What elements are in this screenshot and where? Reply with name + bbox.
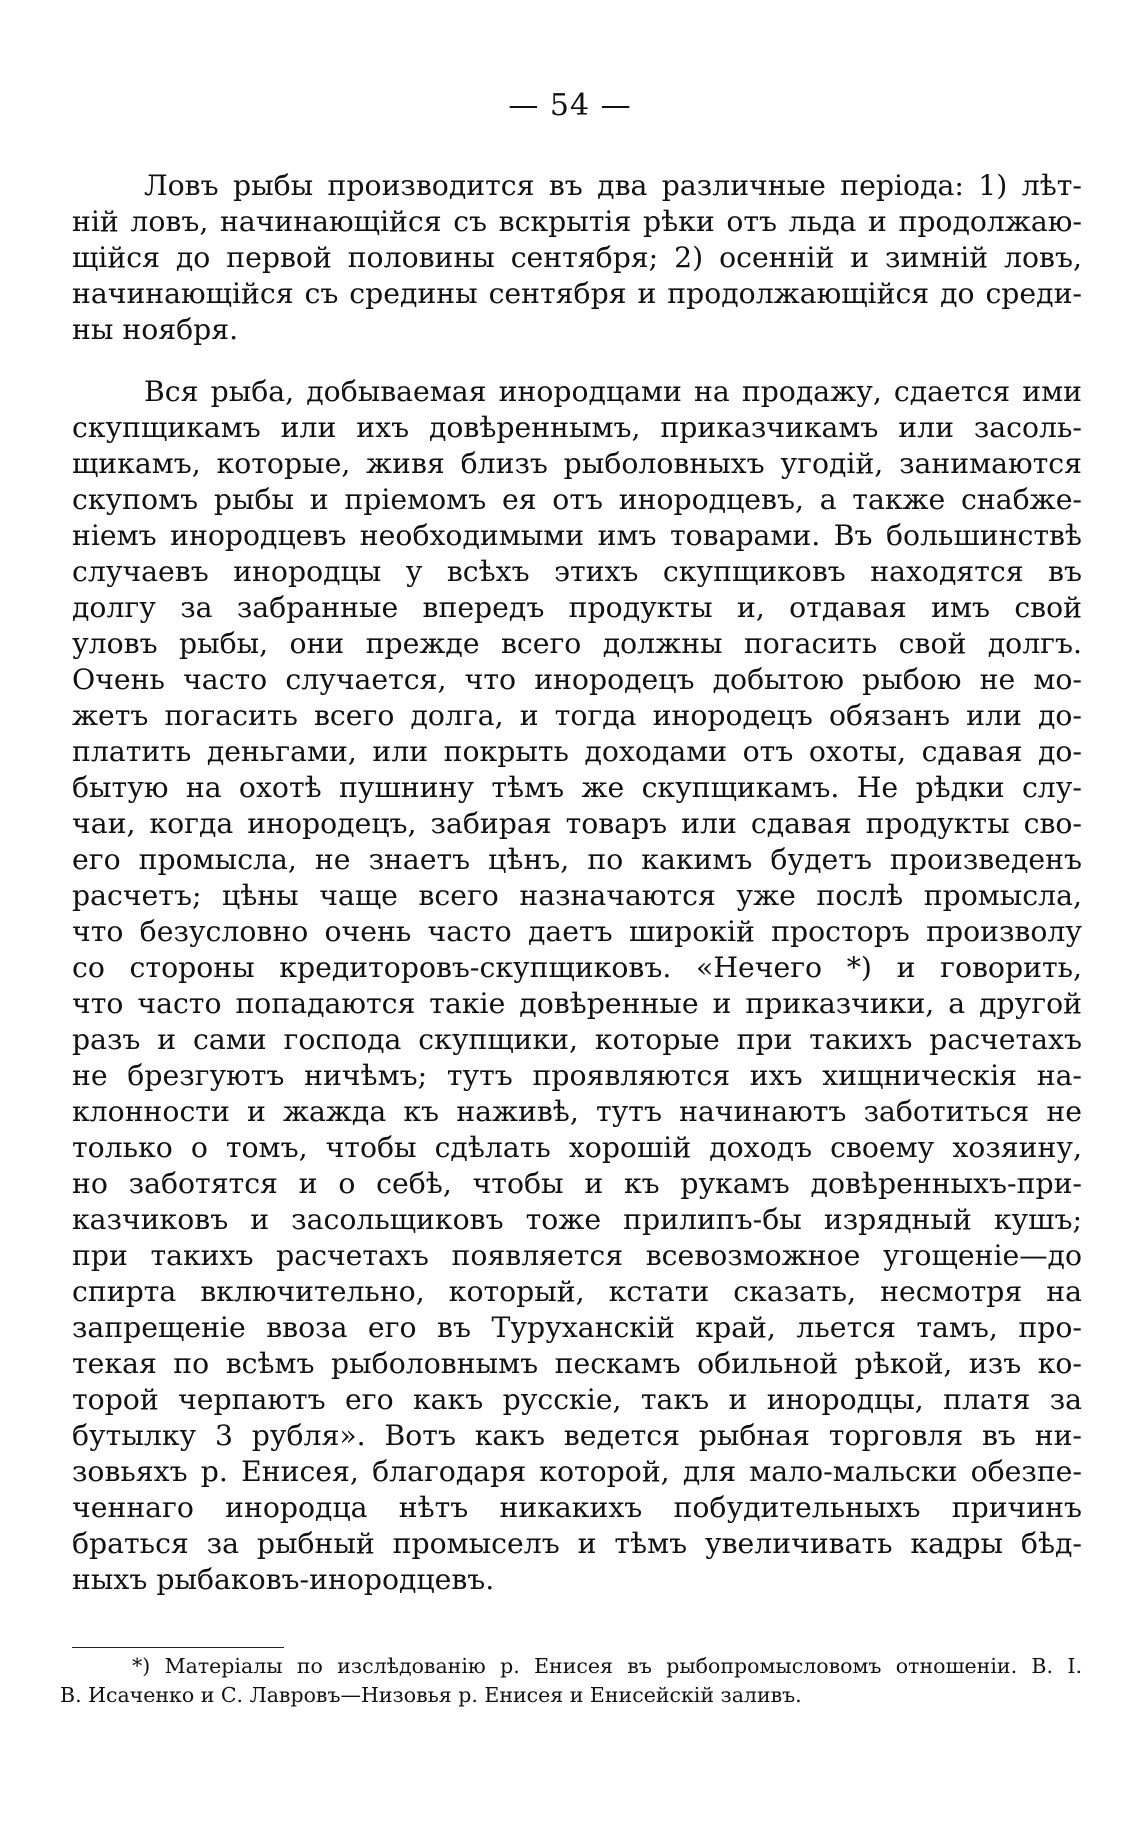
text-line: разъ и сами господа скупщики, которые при такихъ расчетахъ bbox=[72, 1023, 1082, 1056]
text-line: зовьяхъ р. Енисея, благодаря которой, для мало-мальски обезпе- bbox=[72, 1455, 1082, 1488]
paragraph-fishing-periods bbox=[72, 168, 1082, 348]
text-line: спирта включительно, который, кстати сказать, несмотря на bbox=[72, 1275, 1082, 1308]
footnote-line: В. Исаченко и С. Лавровъ—Низовья р. Енисея и Енисейскій заливъ. bbox=[60, 1683, 802, 1707]
text-line: но заботятся и о себѣ, чтобы и къ рукамъ довѣренныхъ-при- bbox=[72, 1167, 1082, 1200]
paragraph-fish-trade bbox=[72, 374, 1082, 1598]
text-line: долгу за забранные впередъ продукты и, отдавая имъ свой bbox=[72, 591, 1082, 624]
text-line: торой черпаютъ его какъ русскіе, такъ и инородцы, платя за bbox=[72, 1383, 1082, 1416]
page-number: — 54 — bbox=[508, 88, 632, 123]
text-line: жетъ погасить всего долга, и тогда инородецъ обязанъ или до- bbox=[72, 699, 1082, 732]
text-line: запрещеніе ввоза его въ Туруханскій край, льется тамъ, про- bbox=[72, 1311, 1082, 1344]
text-line: начинающійся съ средины сентября и продолжающійся до среди- bbox=[72, 277, 1082, 310]
text-line: щійся до первой половины сентября; 2) осенній и зимній ловъ, bbox=[72, 241, 1082, 274]
text-line: скупомъ рыбы и пріемомъ ея отъ инородцевъ, а также снабже- bbox=[72, 483, 1082, 516]
text-line: случаевъ инородцы у всѣхъ этихъ скупщиковъ находятся въ bbox=[72, 555, 1082, 588]
text-line: чаи, когда инородецъ, забирая товаръ или сдавая продукты сво- bbox=[72, 807, 1082, 840]
text-line: щикамъ, которые, живя близъ рыболовныхъ угодій, занимаются bbox=[72, 447, 1082, 480]
text-line: казчиковъ и засольщиковъ тоже прилипъ-бы изрядный кушъ; bbox=[72, 1203, 1082, 1236]
text-line: бутылку 3 рубля». Вотъ какъ ведется рыбная торговля въ ни- bbox=[72, 1419, 1082, 1452]
footnote-line: *) Матеріалы по изслѣдованію р. Енисея въ рыбопромысловомъ отношеніи. В. І. bbox=[132, 1654, 1082, 1678]
text-line: клонности и жажда къ наживѣ, тутъ начинаютъ заботиться не bbox=[72, 1095, 1082, 1128]
text-line: скупщикамъ или ихъ довѣреннымъ, приказчикамъ или засоль- bbox=[72, 411, 1082, 444]
text-line: только о томъ, чтобы сдѣлать хорошій доходъ своему хозяину, bbox=[72, 1131, 1082, 1164]
text-line: уловъ рыбы, они прежде всего должны погасить свой долгъ. bbox=[72, 627, 1082, 660]
text-line: что безусловно очень часто даетъ широкій просторъ произволу bbox=[72, 915, 1082, 948]
text-line: бытую на охотѣ пушнину тѣмъ же скупщикамъ. Не рѣдки слу- bbox=[72, 771, 1082, 804]
text-line: ченнаго инородца нѣтъ никакихъ побудительныхъ причинъ bbox=[72, 1491, 1082, 1524]
text-line: текая по всѣмъ рыболовнымъ пескамъ обильной рѣкой, изъ ко- bbox=[72, 1347, 1082, 1380]
text-line: что часто попадаются такіе довѣренные и приказчики, а другой bbox=[72, 987, 1082, 1020]
footnote bbox=[60, 1652, 1082, 1710]
text-line: его промысла, не знаетъ цѣнъ, по какимъ будетъ произведенъ bbox=[72, 843, 1082, 876]
text-line: ны ноября. bbox=[72, 313, 239, 346]
text-line: со стороны кредиторовъ-скупщиковъ. «Нечего *) и говорить, bbox=[72, 951, 1082, 984]
text-line: при такихъ расчетахъ появляется всевозможное угощеніе—до bbox=[72, 1239, 1082, 1272]
text-line: ній ловъ, начинающійся съ вскрытія рѣки отъ льда и продолжаю- bbox=[72, 205, 1082, 238]
text-line: не брезгуютъ ничѣмъ; тутъ проявляются ихъ хищническія на- bbox=[72, 1059, 1082, 1092]
footnote-divider bbox=[72, 1647, 284, 1648]
text-line: Ловъ рыбы производится въ два различные періода: 1) лѣт- bbox=[144, 169, 1082, 202]
text-line: ныхъ рыбаковъ-инородцевъ. bbox=[72, 1563, 495, 1596]
text-line: браться за рыбный промыселъ и тѣмъ увеличивать кадры бѣд- bbox=[72, 1527, 1082, 1560]
text-line: расчетъ; цѣны чаще всего назначаются уже послѣ промысла, bbox=[72, 879, 1082, 912]
text-line: Очень часто случается, что инородецъ добытою рыбою не мо- bbox=[72, 663, 1082, 696]
text-line: ніемъ инородцевъ необходимыми имъ товарами. Въ большинствѣ bbox=[72, 519, 1082, 552]
text-line: Вся рыба, добываемая инородцами на продажу, сдается ими bbox=[144, 375, 1082, 408]
text-line: платить деньгами, или покрыть доходами отъ охоты, сдавая до- bbox=[72, 735, 1082, 768]
